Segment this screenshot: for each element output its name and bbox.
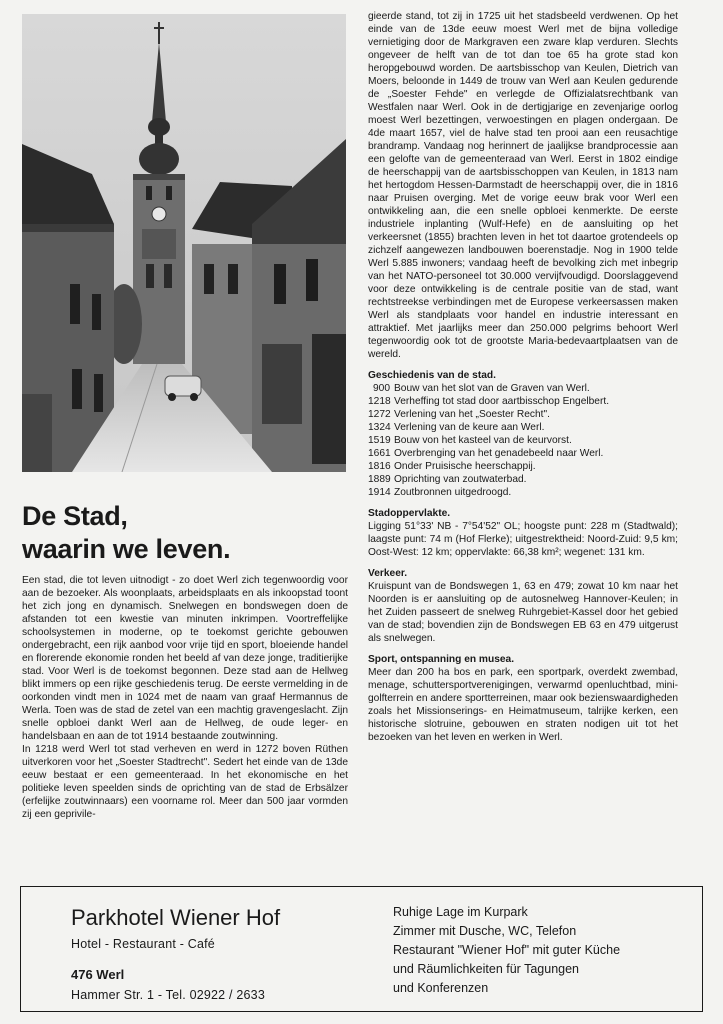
continued-paragraph: gieerde stand, tot zij in 1725 uit het stadsbeeld verdwenen. Op het einde van de 13de eeuw moest Werl met de bijna volledige vernietiging door de Markgraven een zware klap verduren. Slechts ongeveer de helft van de tot dan toe 65 ha grote stad kon heropgebouwd worden. De aartsbisschop van Keulen, Dietrich van Moers, beloonde in 1449 de trouw van Werl aan Keulen gedurende de „Soester Fehde" en verlegde de Offizialatsrechtbank van Westfalen naar Werl. Ook in de dertigjarige en zevenjarige oorlog moest Werl bezettingen, verwoestingen en plagen ondergaan. De 4de maart 1657, viel de halve stad ten prooi aan een reusachtige brandramp. Vandaag nog herinnert de jaalijkse brandprocessie aan een gelofte van de gemeenteraad van Werl. Eerst in 1802 eindige de heerschappij van de aartsbisschoppen van Keulen, in 1813 nam het hertogdom Hessen-Darmstadt de heerschappij over, die in 1816 naar Pruisen overging. Met de vorige eeuw brak voor Werl een ontwikkeling aan, die een snelle opbloei kenmerkte. De eerste industriele inplanting (Wulf-Hefe) en de aansluiting op het verkeersnet (1855) brachten leven in het tot daartoe grotendeels op zichzelf aangewezen landbouwen boerenstadje. Nog in 1900 telde Werl 5.885 inwoners; vandaag heeft de bevolking zich met inbegrip van het NATO-personeel tot 30.000 vervijfvoudigd. Doorslaggevend voor deze ontwikkeling is de centrale positie van de stad, want rechtstreekse verbindingen met de Europese verkeersassen maken Werl als standplaats voor handel en industrie interessant en attraktief. Met jaarlijks meer dan 250.000 pelgrims behoort Werl tegenwoordig ook tot de grootste Maria-bedevaartplaatsen van de wereld. xyxy=(368,11,678,360)
history-heading: Geschiedenis van de stad. xyxy=(368,370,496,381)
timeline-item: 1889 Oprichting van zoutwaterbad. xyxy=(368,474,527,485)
history-timeline xyxy=(368,382,678,499)
sport-heading: Sport, ontspanning en musea. xyxy=(368,654,515,665)
ad-feature-line: Ruhige Lage im Kurpark xyxy=(393,905,528,919)
street-photo xyxy=(22,14,346,472)
timeline-item: 1816 Onder Pruisische heerschappij. xyxy=(368,461,536,472)
intro-paragraph: Een stad, die tot leven uitnodigt - zo doet Werl zich tegenwoordig voor aan de bezoeker. Als woonplaats, arbeidsplaats en als inkoopstad toont het zich jong en dynamisch. Snelwegen en bondswegen doen de afstanden tot een kwestie van minuten inkrimpen. Voortreffelijke schoolsystemen in moderne, op te toekomst gerichte gebouwen ondergebracht, een rijk aanbod voor vrije tijd en sport, bloeiende handel en florerende ekonomie ronden het beeld af van deze jonge, traditierijke stad. Voor Werl is de toekomst begonnen. Deze stad aan de Hellweg blikt immers op een rijke geschiedenis terug. De eerste vermelding in de oorkonden vindt men in 1024 met de naam van graaf Hermannus de Werla. Toen was de stad de zetel van een machtig gravengeslacht. Zijn snelle opbloei dankt Werl aan de Hellweg, de oude leger- en handelsbaan en aan de tot 1914 bestaande zoutwinning. xyxy=(22,575,348,742)
timeline-item: 1519 Bouw von het kasteel van de keurvorst. xyxy=(368,435,572,446)
headline-line-2: waarin we leven. xyxy=(22,534,231,564)
hotel-city: 476 Werl xyxy=(71,967,125,982)
timeline-item: 1661 Overbrenging van het genadebeeld naar Werl. xyxy=(368,448,604,459)
left-column xyxy=(22,574,348,821)
hotel-name: Parkhotel Wiener Hof xyxy=(71,905,281,930)
ad-feature-line: Zimmer mit Dusche, WC, Telefon xyxy=(393,924,577,938)
ad-feature-line: und Räumlichkeiten für Tagungen xyxy=(393,962,580,976)
hotel-address: Hammer Str. 1 - Tel. 02922 / 2633 xyxy=(71,988,265,1002)
timeline-item: 900 Bouw van het slot van de Graven van Werl. xyxy=(373,383,590,394)
sport-text: Meer dan 200 ha bos en park, een sportpark, overdekt zwembad, menage, schuttersportverenigingen, verwarmd openluchtbad, mini-golfterrein en andere sportterreinen, maar ook bezienswaardigheden zoals het Missionserings- en Heimatmuseum, talrijke kerken, een historische slotruine, gebouwen en straten nodigen uit tot het bezoeken van het leven en werken in Werl. xyxy=(368,667,678,743)
page-headline xyxy=(22,500,352,566)
ad-feature-line: und Konferenzen xyxy=(393,981,489,995)
hotel-subtitle: Hotel - Restaurant - Café xyxy=(71,937,215,951)
history-paragraph: In 1218 werd Werl tot stad verheven en werd in 1272 boven Rüthen uitverkoren voor het „Soester Stadtrecht". Sedert het einde van de 13de eeuw bestaat er een gemeenteraad. In het ekonomische en het politieke leven speelden sinds de oprichting van de stad de Erbsälzer (erfelijke zoutwinnaars) een voorname rol. Meer dan 500 jaar vormden zij een geprivile- xyxy=(22,744,348,820)
area-text: Ligging 51°33' NB - 7°54'52" OL; hoogste punt: 228 m (Stadtwald); laagste punt: 74 m (Hof Flerke); uitgestrektheid: Noord-Zuid: 9,5 km; Oost-West: 12 km; oppervlakte: 66,38 km²; wegenet: 131 km. xyxy=(368,521,678,558)
traffic-heading: Verkeer. xyxy=(368,568,408,579)
timeline-item: 1218 Verheffing tot stad door aartbisschop Engelbert. xyxy=(368,396,610,407)
headline-line-1: De Stad, xyxy=(22,501,128,531)
timeline-item: 1914 Zoutbronnen uitgedroogd. xyxy=(368,487,512,498)
traffic-text: Kruispunt van de Bondswegen 1, 63 en 479; zowat 10 km naar het Noorden is er aansluiting op de autosnelweg Hannover-Keulen; in het Zuiden passeert de snelweg Ruhrgebiet-Kassel door het gebied van de stad; bovendien zijn de Bondswegen EB 63 en 479 uitgerust als snelwegen. xyxy=(368,581,678,644)
right-column xyxy=(368,10,678,744)
timeline-item: 1272 Verlening van het „Soester Recht". xyxy=(368,409,550,420)
ad-contact-block xyxy=(71,905,280,1002)
timeline-item: 1324 Verlening van de keure aan Werl. xyxy=(368,422,545,433)
area-heading: Stadoppervlakte. xyxy=(368,508,451,519)
ad-features xyxy=(393,903,620,998)
hotel-advertisement xyxy=(20,886,703,1012)
ad-feature-line: Restaurant "Wiener Hof" mit guter Küche xyxy=(393,943,621,957)
street-church-illustration xyxy=(22,14,346,472)
